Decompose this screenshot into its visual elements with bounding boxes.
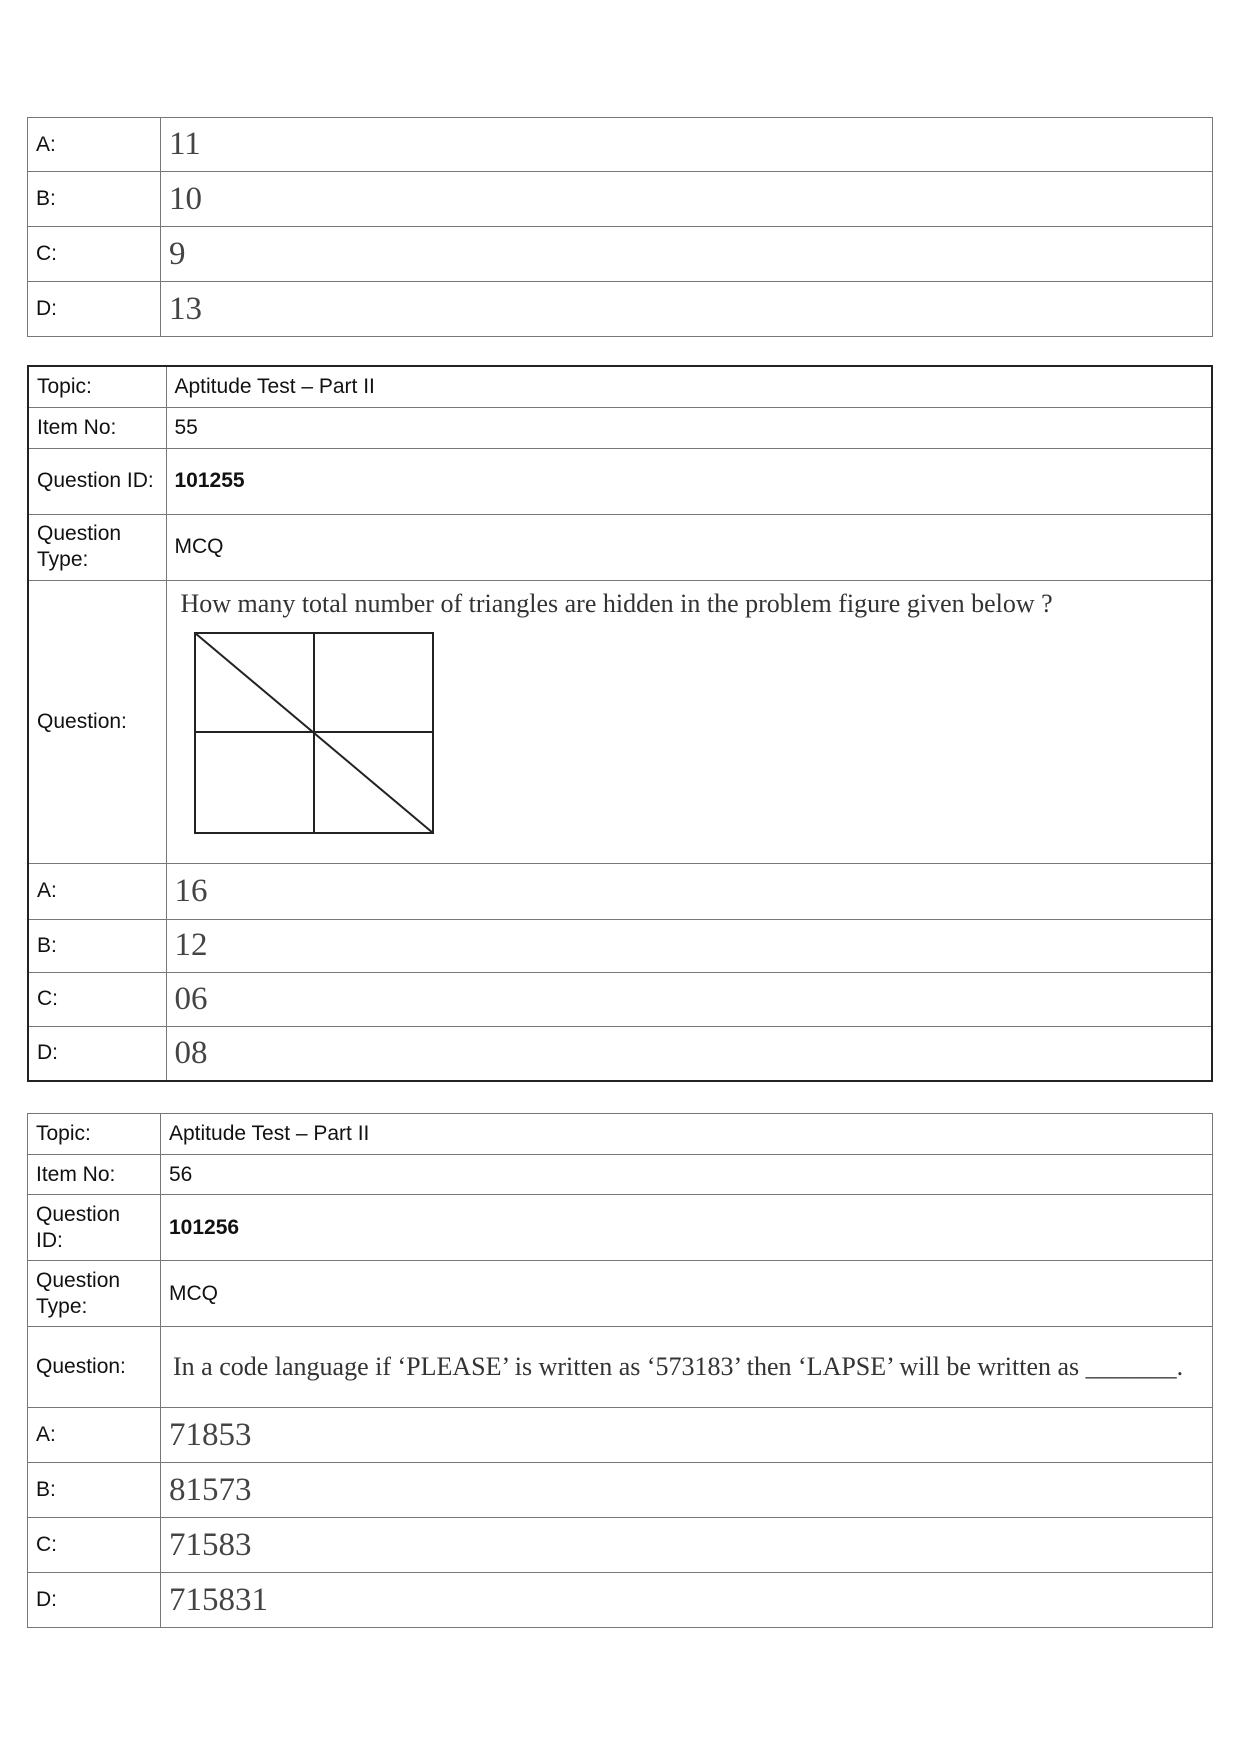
question-label: Question: xyxy=(28,580,166,863)
item-no-value: 56 xyxy=(161,1155,1213,1195)
topic-value: Aptitude Test – Part II xyxy=(161,1114,1213,1155)
option-label: B: xyxy=(28,919,166,972)
option-row-b xyxy=(28,1463,1213,1518)
option-label: C: xyxy=(28,972,166,1026)
prev-question-options-table xyxy=(27,117,1213,337)
question-id-label: Question ID: xyxy=(28,448,166,514)
option-label: D: xyxy=(28,282,161,337)
triangle-problem-figure xyxy=(193,631,435,835)
option-value: 715831 xyxy=(161,1573,1213,1628)
question-id-label: Question ID: xyxy=(28,1195,161,1261)
topic-value: Aptitude Test – Part II xyxy=(166,366,1212,407)
option-row-b xyxy=(28,172,1213,227)
question-type-row xyxy=(28,1261,1213,1327)
question-type-row xyxy=(28,514,1212,580)
question-56-table xyxy=(27,1113,1213,1628)
question-id-value: 101255 xyxy=(166,448,1212,514)
option-value: 08 xyxy=(166,1026,1212,1081)
option-row-a xyxy=(28,1408,1213,1463)
option-value: 71583 xyxy=(161,1518,1213,1573)
topic-row xyxy=(28,1114,1213,1155)
item-no-row xyxy=(28,1155,1213,1195)
option-value: 81573 xyxy=(161,1463,1213,1518)
option-label: D: xyxy=(28,1573,161,1628)
option-value: 13 xyxy=(161,282,1213,337)
option-value: 71853 xyxy=(161,1408,1213,1463)
option-row-c xyxy=(28,1518,1213,1573)
option-row-a xyxy=(28,118,1213,172)
option-value: 16 xyxy=(166,863,1212,919)
option-row-c xyxy=(28,227,1213,282)
question-type-label: Question Type: xyxy=(28,514,166,580)
question-text: How many total number of triangles are hidden in the problem figure given below ? xyxy=(180,588,1053,618)
option-label: D: xyxy=(28,1026,166,1081)
option-value: 10 xyxy=(161,172,1213,227)
item-no-value: 55 xyxy=(166,407,1212,448)
option-label: B: xyxy=(28,172,161,227)
option-row-d xyxy=(28,1026,1212,1081)
option-value: 12 xyxy=(166,919,1212,972)
item-no-label: Item No: xyxy=(28,1155,161,1195)
option-row-c xyxy=(28,972,1212,1026)
option-label: A: xyxy=(28,863,166,919)
question-type-label: Question Type: xyxy=(28,1261,161,1327)
option-label: A: xyxy=(28,1408,161,1463)
question-id-value: 101256 xyxy=(161,1195,1213,1261)
option-label: A: xyxy=(28,118,161,172)
item-no-row xyxy=(28,407,1212,448)
question-content xyxy=(166,580,1212,863)
option-row-d xyxy=(28,282,1213,337)
item-no-label: Item No: xyxy=(28,407,166,448)
option-row-a xyxy=(28,863,1212,919)
topic-label: Topic: xyxy=(28,366,166,407)
option-value: 11 xyxy=(161,118,1213,172)
question-label: Question: xyxy=(28,1327,161,1408)
topic-label: Topic: xyxy=(28,1114,161,1155)
option-label: B: xyxy=(28,1463,161,1518)
option-label: C: xyxy=(28,1518,161,1573)
question-row xyxy=(28,1327,1213,1408)
question-type-value: MCQ xyxy=(166,514,1212,580)
option-value: 9 xyxy=(161,227,1213,282)
question-text: In a code language if ‘PLEASE’ is written as ‘573183’ then ‘LAPSE’ will be written as _______. xyxy=(173,1352,1184,1381)
question-content xyxy=(161,1327,1213,1408)
topic-row xyxy=(28,366,1212,407)
question-55-table xyxy=(27,365,1213,1082)
option-value: 06 xyxy=(166,972,1212,1026)
question-id-row xyxy=(28,1195,1213,1261)
question-type-value: MCQ xyxy=(161,1261,1213,1327)
option-row-d xyxy=(28,1573,1213,1628)
option-label: C: xyxy=(28,227,161,282)
question-row xyxy=(28,580,1212,863)
option-row-b xyxy=(28,919,1212,972)
question-id-row xyxy=(28,448,1212,514)
